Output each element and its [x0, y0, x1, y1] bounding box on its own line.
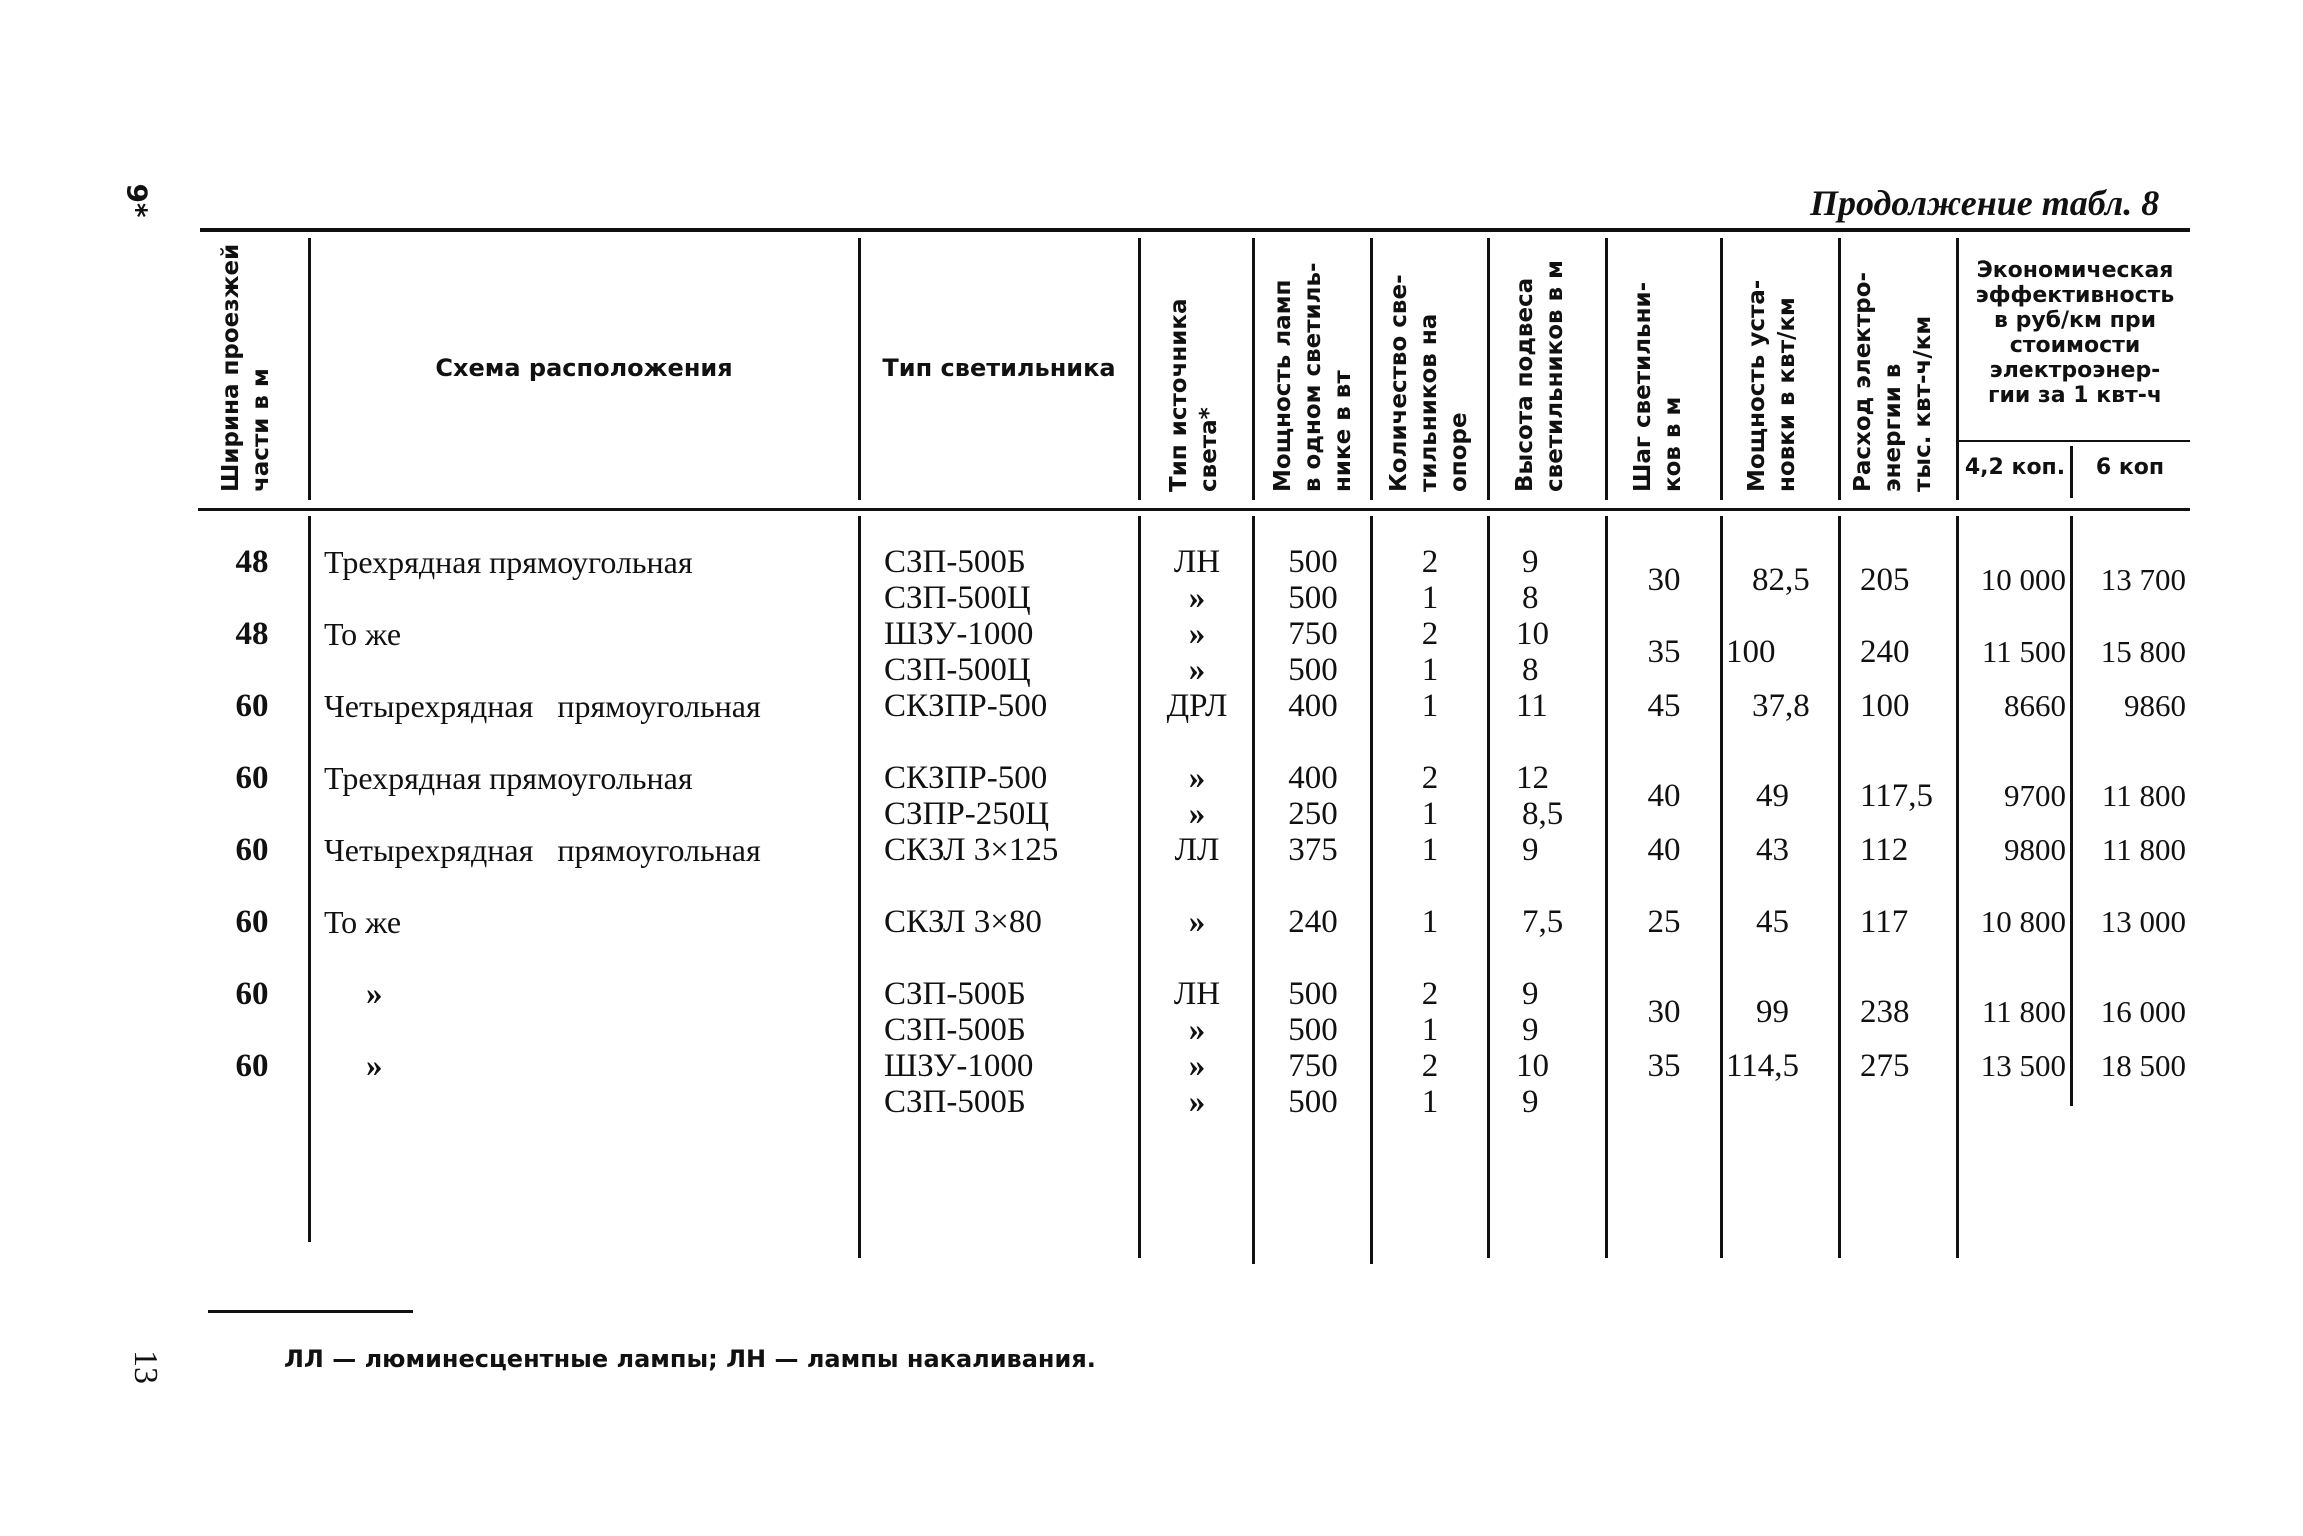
cell-power: 400 [1288, 688, 1338, 724]
cell-count: 1 [1421, 1084, 1439, 1120]
cell-step: 25 [1647, 904, 1681, 940]
cell-install: 82,5 [1752, 562, 1810, 598]
col-divider [1252, 516, 1255, 1264]
cell-source: » [1188, 652, 1206, 688]
cell-power: 250 [1288, 796, 1338, 832]
cell-source: ЛН [1173, 544, 1221, 580]
cell-scheme: То же [324, 904, 402, 940]
cell-count: 1 [1421, 1012, 1439, 1048]
col-divider [2070, 516, 2073, 1106]
cell-eff-a: 8660 [2004, 688, 2066, 723]
cell-install: 114,5 [1726, 1048, 1800, 1084]
cell-fixture: СКЗЛ 3×125 [884, 832, 1059, 868]
cell-count: 2 [1421, 616, 1439, 652]
cell-consumption: 117,5 [1860, 778, 1934, 814]
col-divider [1956, 238, 1959, 500]
cell-power: 500 [1288, 1084, 1338, 1120]
cell-height: 9 [1522, 544, 1539, 580]
cell-eff-b: 11 800 [2101, 832, 2186, 867]
cell-source: ЛН [1173, 976, 1221, 1012]
cell-height: 9 [1522, 1084, 1539, 1120]
footnote: ЛЛ — люминесцентные лампы; ЛН — лампы накаливания. [284, 1345, 1096, 1373]
cell-scheme: Трехрядная прямоугольная [324, 544, 693, 580]
cell-count: 2 [1421, 760, 1439, 796]
col-divider [308, 238, 311, 500]
cell-count: 1 [1421, 904, 1439, 940]
cell-fixture: СЗП-500Б [884, 976, 1026, 1012]
cell-install: 45 [1756, 904, 1789, 940]
cell-consumption: 275 [1860, 1048, 1910, 1084]
cell-consumption: 117 [1860, 904, 1909, 940]
cell-source: » [1188, 1084, 1206, 1120]
header-install-power: Мощность уста- новки в квт/км [1744, 279, 1800, 492]
cell-fixture: СЗП-500Б [884, 1084, 1026, 1120]
cell-width: 60 [235, 1048, 269, 1084]
cell-height: 9 [1522, 1012, 1539, 1048]
header-scheme: Схема расположения [435, 354, 733, 382]
cell-fixture: ШЗУ-1000 [884, 616, 1034, 652]
cell-eff-b: 9860 [2124, 688, 2186, 723]
cell-fixture: СКЗПР-500 [884, 760, 1048, 796]
cell-step: 35 [1647, 1048, 1681, 1084]
cell-count: 2 [1421, 544, 1439, 580]
cell-count: 1 [1421, 796, 1439, 832]
cell-scheme: Четырехрядная прямоугольная [324, 832, 761, 868]
cell-eff-a: 9700 [2004, 778, 2066, 813]
cell-height: 7,5 [1522, 904, 1564, 940]
header-height: Высота подвеса светильников в м [1512, 260, 1568, 492]
cell-fixture: СЗП-500Ц [884, 652, 1031, 688]
cell-height: 8 [1522, 652, 1539, 688]
header-count: Количество све- тильников на опоре [1386, 274, 1472, 492]
cell-step: 40 [1647, 832, 1681, 868]
col-divider [1720, 516, 1723, 1258]
cell-fixture: СЗП-500Б [884, 1012, 1026, 1048]
cell-eff-a: 13 500 [1980, 1048, 2066, 1083]
col-divider [1252, 238, 1255, 500]
cell-source: ЛЛ [1174, 832, 1220, 868]
cell-install: 100 [1726, 634, 1776, 670]
header-fixture: Тип светильника [882, 354, 1116, 382]
col-divider [1605, 238, 1608, 500]
header-price-b: 6 коп [2095, 455, 2165, 480]
cell-power: 500 [1288, 1012, 1338, 1048]
cell-power: 375 [1288, 832, 1338, 868]
cell-install: 49 [1756, 778, 1789, 814]
cell-consumption: 205 [1860, 562, 1910, 598]
corner-mark: 9* [120, 183, 154, 218]
cell-height: 9 [1522, 976, 1539, 1012]
header-source: Тип источника света* [1166, 298, 1222, 492]
cell-source: » [1188, 580, 1206, 616]
col-divider [1605, 516, 1608, 1258]
cell-install: 43 [1756, 832, 1789, 868]
cell-eff-b: 13 700 [2100, 562, 2186, 597]
cell-power: 240 [1288, 904, 1338, 940]
cell-source: » [1188, 796, 1206, 832]
cell-width: 48 [235, 544, 269, 580]
col-divider [1956, 516, 1959, 1258]
table-caption: Продолжение табл. 8 [1810, 183, 2160, 223]
cell-power: 500 [1288, 544, 1338, 580]
footnote-rule [208, 1310, 413, 1313]
header-price-a: 4,2 коп. [1964, 455, 2066, 480]
cell-step: 35 [1647, 634, 1681, 670]
cell-eff-b: 18 500 [2100, 1048, 2186, 1083]
cell-eff-a: 10 800 [1980, 904, 2066, 939]
page-number: 13 [127, 1350, 164, 1384]
cell-fixture: ШЗУ-1000 [884, 1048, 1034, 1084]
cell-width: 60 [235, 832, 269, 868]
cell-eff-b: 11 800 [2101, 778, 2186, 813]
cell-source: » [1188, 760, 1206, 796]
cell-eff-a: 11 500 [1981, 634, 2066, 669]
cell-power: 750 [1288, 1048, 1338, 1084]
cell-source: » [1188, 904, 1206, 940]
cell-scheme: То же [324, 616, 402, 652]
col-divider [858, 516, 861, 1258]
cell-count: 2 [1421, 1048, 1439, 1084]
cell-source: » [1188, 1012, 1206, 1048]
cell-eff-b: 15 800 [2100, 634, 2186, 669]
col-divider [1838, 238, 1841, 500]
cell-scheme: Трехрядная прямоугольная [324, 760, 693, 796]
header-power: Мощность ламп в одном светиль- нике в вт [1270, 262, 1356, 492]
col-divider [1370, 516, 1373, 1264]
cell-install: 37,8 [1752, 688, 1810, 724]
cell-step: 30 [1647, 562, 1681, 598]
header-width: Ширина проезжей части в м [218, 243, 274, 492]
cell-power: 750 [1288, 616, 1338, 652]
cell-power: 500 [1288, 580, 1338, 616]
cell-height: 12 [1516, 760, 1549, 796]
cell-consumption: 100 [1860, 688, 1910, 724]
cell-height: 10 [1516, 616, 1549, 652]
cell-source: ДРЛ [1166, 688, 1228, 724]
cell-power: 400 [1288, 760, 1338, 796]
cell-source: » [1188, 1048, 1206, 1084]
header-bottom-rule [198, 508, 2190, 511]
cell-install: 99 [1756, 994, 1789, 1030]
cell-consumption: 240 [1860, 634, 1910, 670]
efficiency-subrule [1958, 440, 2190, 442]
cell-eff-b: 13 000 [2100, 904, 2186, 939]
header-consumption: Расход электро- энергии в тыс. квт-ч/км [1850, 271, 1936, 492]
cell-step: 40 [1647, 778, 1681, 814]
col-divider [1720, 238, 1723, 500]
cell-width: 48 [235, 616, 269, 652]
cell-scheme: Четырехрядная прямоугольная [324, 688, 761, 724]
cell-height: 9 [1522, 832, 1539, 868]
cell-fixture: СЗПР-250Ц [884, 796, 1050, 832]
col-divider [1138, 516, 1141, 1258]
cell-height: 11 [1516, 688, 1548, 724]
cell-step: 45 [1647, 688, 1681, 724]
cell-eff-a: 10 000 [1980, 562, 2066, 597]
col-divider [1138, 238, 1141, 500]
cell-power: 500 [1288, 976, 1338, 1012]
cell-eff-a: 9800 [2004, 832, 2066, 867]
cell-width: 60 [235, 904, 269, 940]
col-divider [1370, 238, 1373, 500]
cell-count: 1 [1421, 580, 1439, 616]
cell-fixture: СЗП-500Б [884, 544, 1026, 580]
cell-consumption: 112 [1860, 832, 1909, 868]
col-divider [1487, 516, 1490, 1258]
cell-count: 1 [1421, 832, 1439, 868]
header-efficiency: Экономическая эффективность в руб/км при стоимости электроэнер- гии за 1 квт-ч [1975, 258, 2175, 408]
cell-height: 10 [1516, 1048, 1549, 1084]
cell-width: 60 [235, 688, 269, 724]
cell-source: » [1188, 616, 1206, 652]
cell-power: 500 [1288, 652, 1338, 688]
top-rule [200, 228, 2190, 232]
cell-fixture: СЗП-500Ц [884, 580, 1031, 616]
col-divider [1838, 516, 1841, 1258]
cell-scheme: » [366, 976, 383, 1012]
cell-count: 1 [1421, 652, 1439, 688]
cell-step: 30 [1647, 994, 1681, 1030]
cell-count: 1 [1421, 688, 1439, 724]
cell-count: 2 [1421, 976, 1439, 1012]
cell-width: 60 [235, 976, 269, 1012]
col-divider [1487, 238, 1490, 500]
cell-eff-a: 11 800 [1981, 994, 2066, 1029]
col-divider [858, 238, 861, 500]
col-divider [2070, 446, 2073, 498]
cell-height: 8 [1522, 580, 1539, 616]
cell-width: 60 [235, 760, 269, 796]
cell-fixture: СКЗЛ 3×80 [884, 904, 1042, 940]
cell-eff-b: 16 000 [2100, 994, 2186, 1029]
col-divider [308, 516, 311, 1242]
cell-height: 8,5 [1522, 796, 1564, 832]
header-step: Шаг светильни- ков в м [1630, 281, 1686, 492]
cell-fixture: СКЗПР-500 [884, 688, 1048, 724]
cell-consumption: 238 [1860, 994, 1910, 1030]
cell-scheme: » [366, 1048, 383, 1084]
